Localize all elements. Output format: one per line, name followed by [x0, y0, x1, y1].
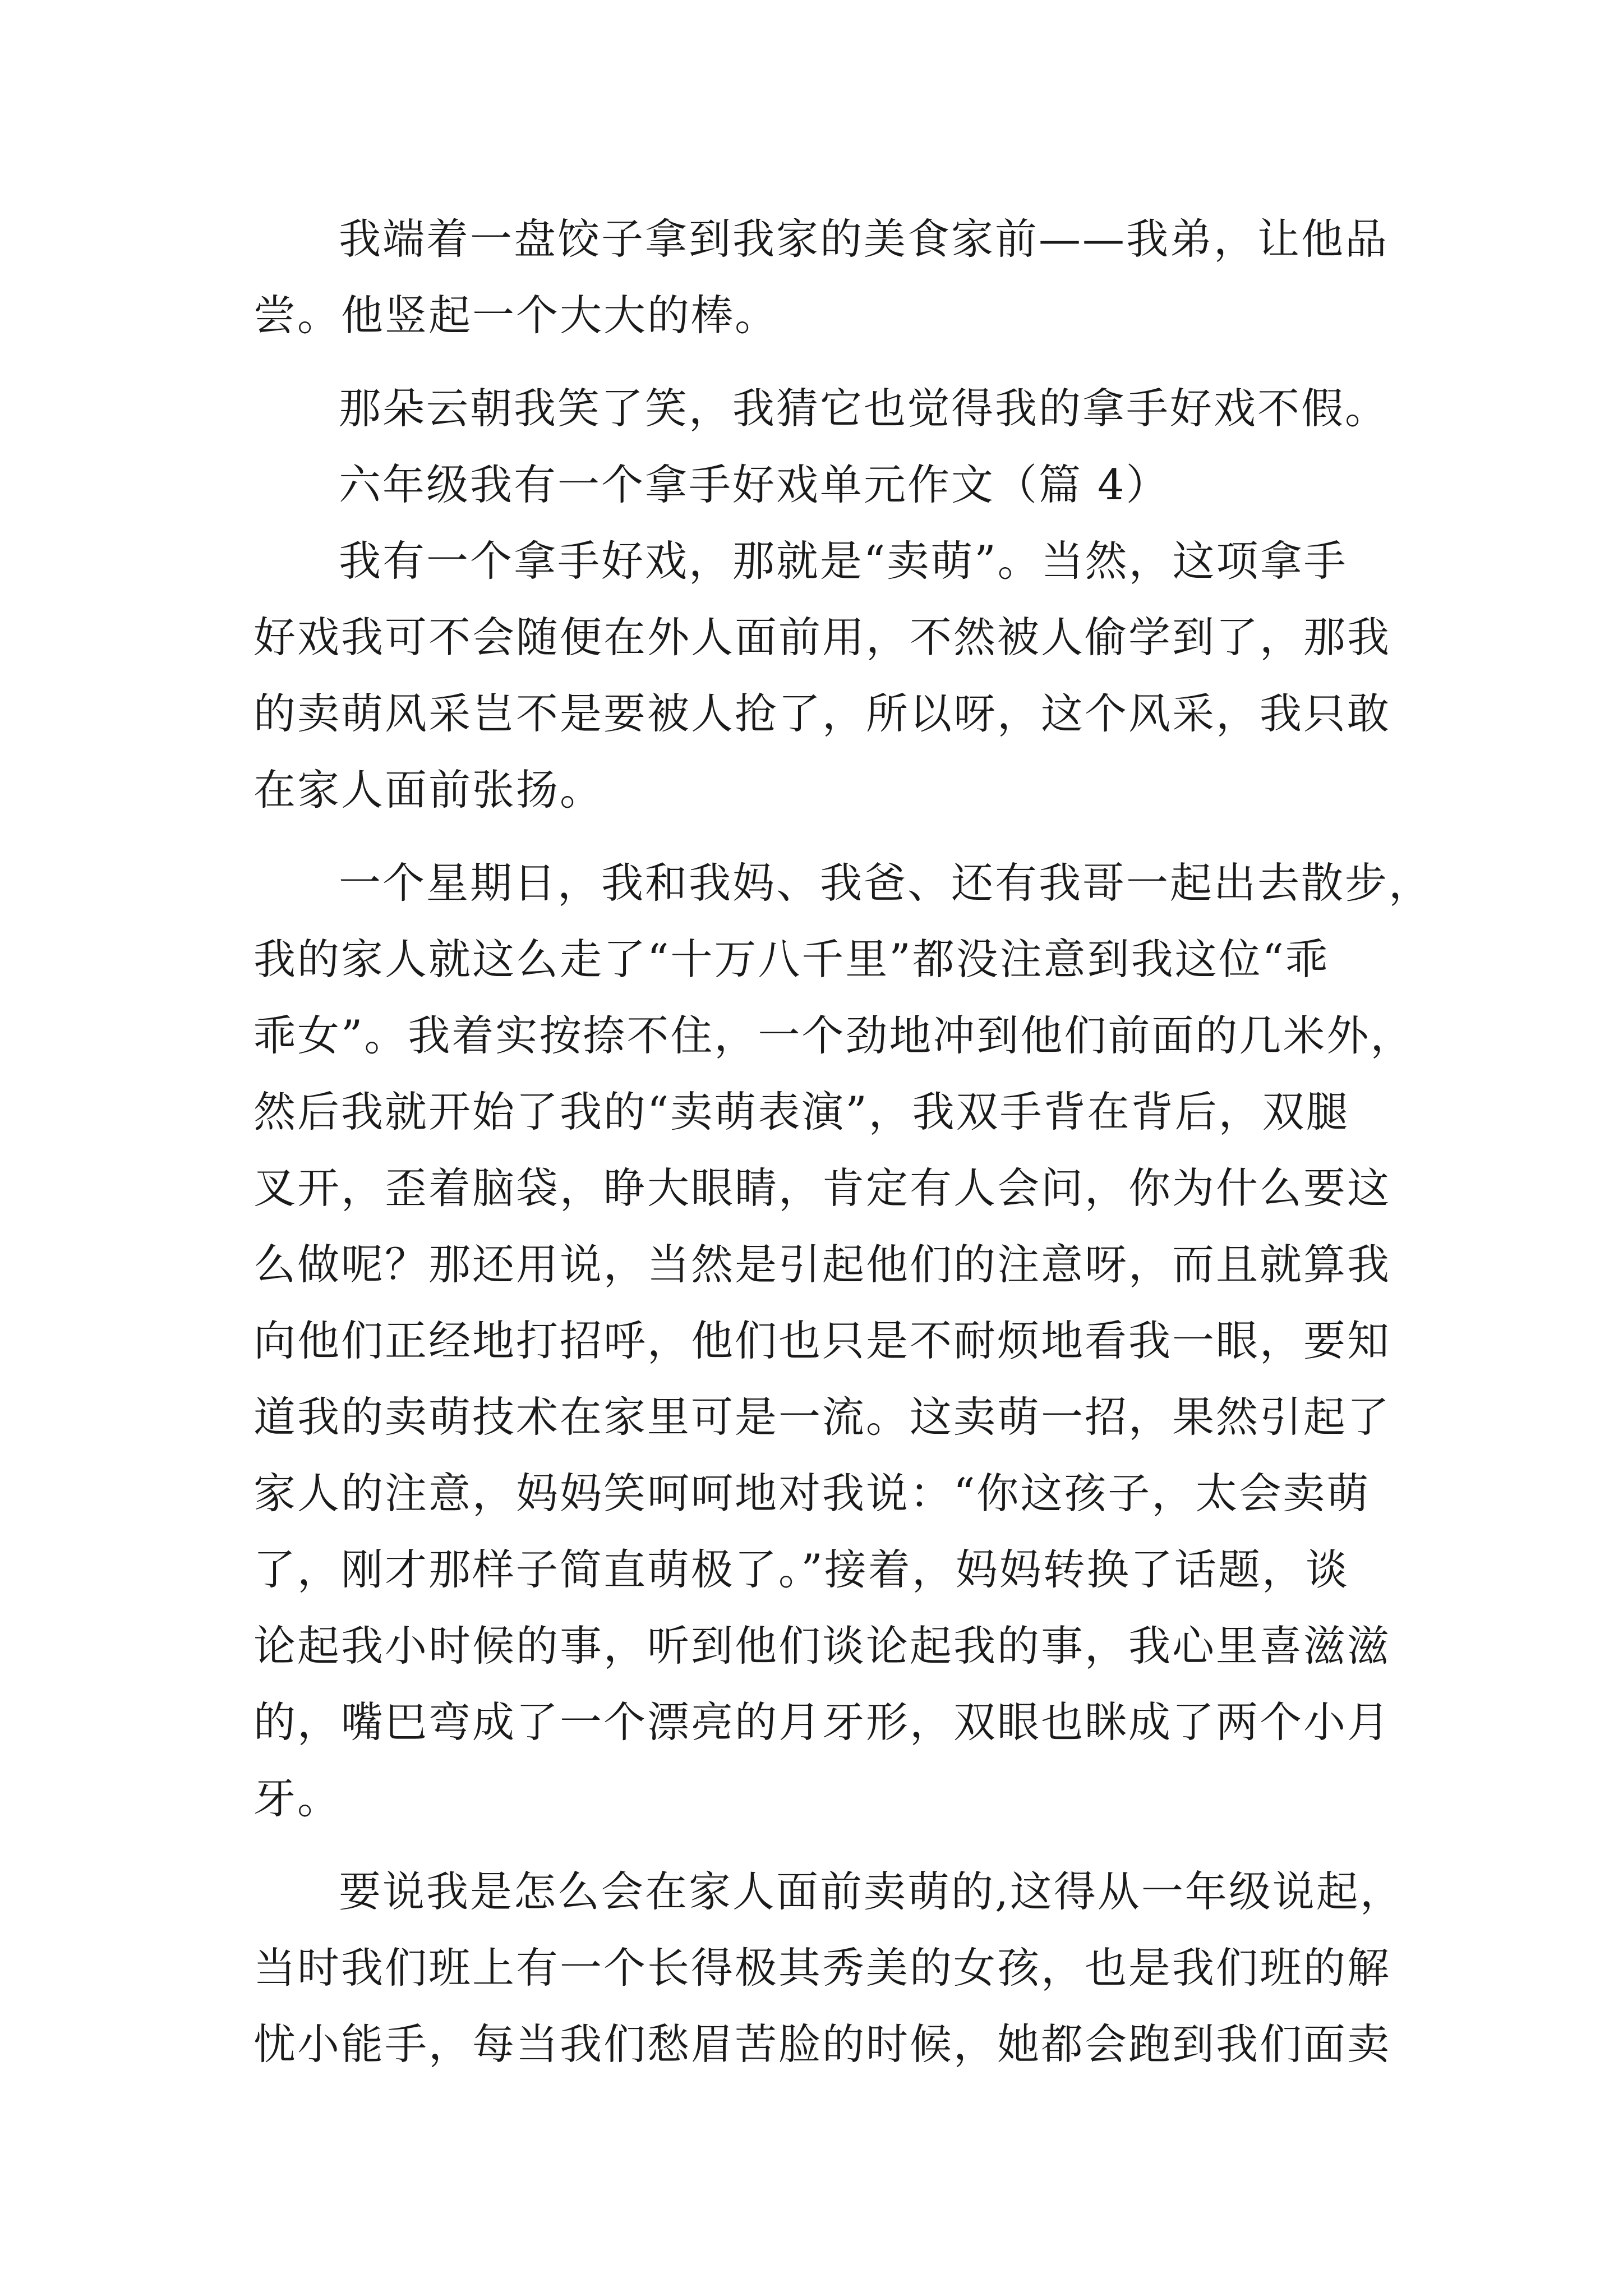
- text-line: 了，刚才那样子简直萌极了。”接着，妈妈转换了话题，谈: [253, 1545, 1349, 1594]
- text-line: 的，嘴巴弯成了一个漂亮的月牙形，双眼也眯成了两个小月: [253, 1697, 1391, 1747]
- text-line: 论起我小时候的事，听到他们谈论起我的事，我心里喜滋滋: [253, 1621, 1391, 1671]
- text-line: 忧小能手，每当我们愁眉苦脸的时候，她都会跑到我们面卖: [253, 2019, 1391, 2069]
- text-line: 在家人面前张扬。: [253, 765, 604, 815]
- text-line: 的卖萌风采岂不是要被人抢了，所以呀，这个风采，我只敢: [253, 689, 1391, 738]
- text-line: 乖女”。我着实按捺不住，一个劲地冲到他们前面的几米外，: [253, 1011, 1414, 1060]
- text-line: 那朵云朝我笑了笑，我猜它也觉得我的拿手好戏不假。: [339, 384, 1389, 433]
- section-heading: 六年级我有一个拿手好戏单元作文（篇 4）: [339, 460, 1170, 509]
- essay-body: [253, 212, 1433, 2093]
- text-line: 然后我就开始了我的“卖萌表演”，我双手背在背后，双腿: [253, 1087, 1350, 1137]
- text-line: 向他们正经地打招呼，他们也只是不耐烦地看我一眼，要知: [253, 1316, 1391, 1365]
- text-line: 家人的注意，妈妈笑呵呵地对我说：“你这孩子，太会卖萌: [253, 1469, 1371, 1518]
- text-line: 要说我是怎么会在家人面前卖萌的,这得从一年级说起，: [339, 1867, 1404, 1916]
- text-line: 牙。: [253, 1774, 342, 1823]
- text-line: 好戏我可不会随便在外人面前用，不然被人偷学到了，那我: [253, 613, 1391, 662]
- text-line: 道我的卖萌技术在家里可是一流。这卖萌一招，果然引起了: [253, 1392, 1391, 1442]
- text-line: 当时我们班上有一个长得极其秀美的女孩，也是我们班的解: [253, 1943, 1391, 1993]
- text-line: 一个星期日，我和我妈、我爸、还有我哥一起出去散步，: [339, 858, 1433, 908]
- text-line: 我端着一盘饺子拿到我家的美食家前——我弟，让他品: [339, 214, 1389, 264]
- text-line: 叉开，歪着脑袋，睁大眼睛，肯定有人会问，你为什么要这: [253, 1163, 1391, 1213]
- text-line: 我的家人就这么走了“十万八千里”都没注意到我这位“乖: [253, 935, 1330, 984]
- text-line: 尝。他竖起一个大大的棒。: [253, 291, 779, 340]
- text-line: 我有一个拿手好戏，那就是“卖萌”。当然，这项拿手: [339, 536, 1348, 586]
- text-line: 么做呢？那还用说，当然是引起他们的注意呀，而且就算我: [253, 1240, 1391, 1289]
